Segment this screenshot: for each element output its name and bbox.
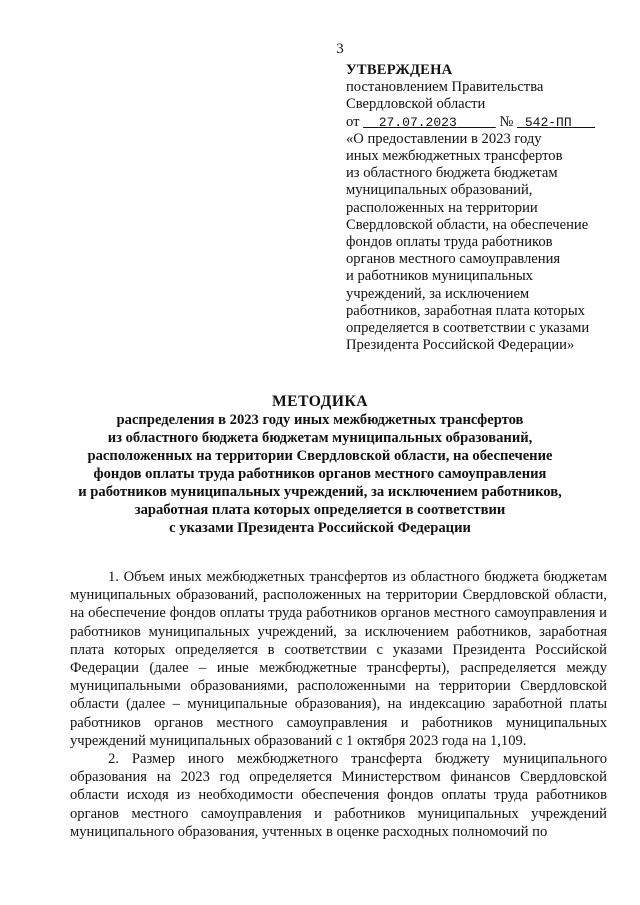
- issuer-line-1: постановлением Правительства: [346, 79, 544, 96]
- page-number: 3: [336, 41, 344, 57]
- approval-title: УТВЕРЖДЕНА: [346, 62, 453, 78]
- date-number-line: [346, 114, 616, 131]
- paragraph-1: 1. Объем иных межбюджетных трансфертов из областного бюджета бюджетам муниципальных образований, расположенных на территории Свердловской области, на обеспечение фондов оплаты труда работников органов местного самоуправления и работников муниципальных учреждений, за исключением работников, заработная плата которых определяется в соответствии с указами Президента Российской Федерации (далее – иные межбюджетные трансферты), распределяется между муниципальными образованиями, расположенными на территории Свердловской области (далее – муниципальные образования), на индексацию заработной платы работников органов местного самоуправления и работников муниципальных учреждений муниципальных образований с 1 октября 2023 года на 1,109.: [70, 569, 607, 749]
- paragraph-2: 2. Размер иного межбюджетного трансферта бюджету муниципального образования на 2023 год определяется Министерством финансов Свердловской области исходя из необходимости обеспечения фондов оплаты труда работников органов местного самоуправления и работников муниципальных учреждений муниципального образования, учтенных в оценке расходных полномочий по: [70, 751, 607, 840]
- document-number: 542-ПП: [524, 114, 572, 130]
- approval-block: [346, 62, 616, 354]
- document-date: 27.07.2023: [378, 114, 457, 130]
- number-prefix: №: [499, 113, 514, 130]
- methodology-heading: МЕТОДИКА: [271, 393, 369, 410]
- body-text: [70, 568, 607, 841]
- date-prefix: от: [346, 113, 360, 130]
- methodology-title-block: [40, 393, 600, 537]
- methodology-subheading: распределения в 2023 году иных межбюджетных трансфертов из областного бюджета бюджетам муниципальных образований, расположенных на территории Свердловской области, на обеспечение фондов оплаты труда работников органов местного самоуправления и работников муниципальных учреждений, за исключением работников, заработная плата которых определяется в соответствии с указами Президента Российской Федерации: [78, 412, 562, 536]
- approval-subject: «О предоставлении в 2023 году иных межбюджетных трансфертов из областного бюджета бюджетам муниципальных образований, расположенных на территории Свердловской области, на обеспечение фондов оплаты труда работников органов местного самоуправления и работников муниципальных учреждений, за исключением работников, заработная плата которых определяется в соответствии с указами Президента Российской Федерации»: [346, 130, 590, 354]
- issuer-line-2: Свердловской области: [346, 96, 486, 113]
